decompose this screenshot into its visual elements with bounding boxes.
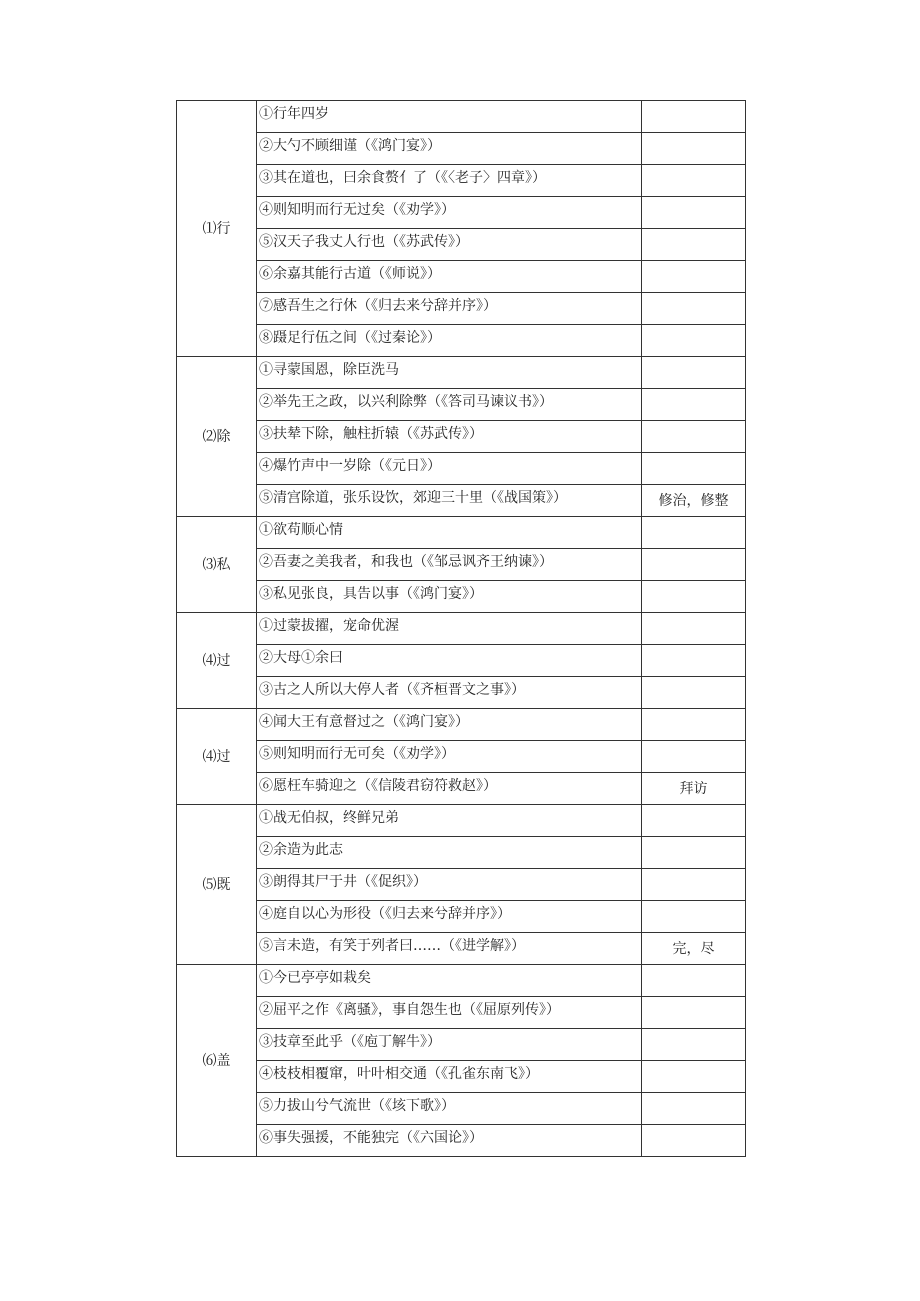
headword-cell: ⑶私 xyxy=(177,517,257,613)
table-row xyxy=(177,965,746,997)
sentence-text: ④闻大王有意督过之（《鸿门宴》） xyxy=(259,714,469,730)
sentence-cell xyxy=(257,677,642,709)
sentence-text: ⑤力拔山兮气流世（《垓下歌》） xyxy=(259,1098,455,1114)
sentence-cell xyxy=(257,549,642,581)
sentence-text: ④庭自以心为形役（《归去来兮辞并序》） xyxy=(259,906,511,922)
sentence-cell xyxy=(257,645,642,677)
answer-cell[interactable] xyxy=(642,549,746,581)
table-row xyxy=(177,229,746,261)
headword-cell: ⑷过 xyxy=(177,613,257,709)
sentence-text: ③古之人所以大停人者（《齐桓晋文之事》） xyxy=(259,682,525,698)
table-row xyxy=(177,421,746,453)
headword-cell: ⑸既 xyxy=(177,805,257,965)
table-row xyxy=(177,805,746,837)
answer-cell[interactable] xyxy=(642,293,746,325)
table-row xyxy=(177,165,746,197)
table-row xyxy=(177,645,746,677)
answer-cell[interactable] xyxy=(642,613,746,645)
sentence-cell xyxy=(257,965,642,997)
sentence-cell xyxy=(257,1029,642,1061)
table-body xyxy=(177,101,746,1157)
answer-cell[interactable] xyxy=(642,645,746,677)
answer-cell[interactable] xyxy=(642,1029,746,1061)
answer-cell[interactable] xyxy=(642,581,746,613)
headword-cell: ⑴行 xyxy=(177,101,257,357)
answer-cell[interactable] xyxy=(642,261,746,293)
answer-cell[interactable] xyxy=(642,1093,746,1125)
table-row xyxy=(177,325,746,357)
sentence-text: ①今已亭亭如栽矣 xyxy=(259,970,371,986)
answer-cell[interactable] xyxy=(642,389,746,421)
headword-cell: ⑷过 xyxy=(177,709,257,805)
sentence-cell xyxy=(257,997,642,1029)
table-row xyxy=(177,1125,746,1157)
table-row xyxy=(177,293,746,325)
answer-cell[interactable] xyxy=(642,1125,746,1157)
sentence-cell xyxy=(257,1061,642,1093)
table-row xyxy=(177,677,746,709)
answer-cell[interactable] xyxy=(642,229,746,261)
answer-cell[interactable] xyxy=(642,997,746,1029)
table-row xyxy=(177,1061,746,1093)
sentence-text: ④爆竹声中一岁除（《元日》） xyxy=(259,458,441,474)
answer-cell[interactable] xyxy=(642,677,746,709)
sentence-text: ⑤汉天子我丈人行也（《苏武传》） xyxy=(259,234,469,250)
sentence-cell xyxy=(257,389,642,421)
table-row xyxy=(177,517,746,549)
table-row xyxy=(177,581,746,613)
table-row xyxy=(177,997,746,1029)
table-row xyxy=(177,741,746,773)
table-row xyxy=(177,1029,746,1061)
table-row xyxy=(177,357,746,389)
sentence-text: ⑥事失强援，不能独完（《六国论》） xyxy=(259,1130,483,1146)
sentence-text: ②屈平之作《离骚》，事自怨生也（《屈原列传》） xyxy=(259,1002,560,1018)
answer-cell[interactable] xyxy=(642,837,746,869)
sentence-text: ④则知明而行无过矣（《劝学》） xyxy=(259,202,455,218)
sentence-cell xyxy=(257,613,642,645)
answer-cell[interactable] xyxy=(642,965,746,997)
answer-cell[interactable] xyxy=(642,453,746,485)
table-row xyxy=(177,101,746,133)
answer-cell[interactable]: 拜访 xyxy=(642,773,746,805)
answer-cell[interactable] xyxy=(642,869,746,901)
sentence-text: ②余造为此志 xyxy=(259,842,343,858)
answer-cell[interactable] xyxy=(642,901,746,933)
sentence-text: ③朗得其尸于井（《促织》） xyxy=(259,874,427,890)
sentence-text: ①战无伯叔，终鲜兄弟 xyxy=(259,810,399,826)
sentence-cell xyxy=(257,837,642,869)
answer-cell[interactable] xyxy=(642,357,746,389)
answer-cell[interactable] xyxy=(642,101,746,133)
sentence-cell xyxy=(257,901,642,933)
sentence-text: ⑤则知明而行无可矣（《劝学》） xyxy=(259,746,455,762)
answer-cell[interactable] xyxy=(642,197,746,229)
answer-cell[interactable] xyxy=(642,165,746,197)
sentence-cell xyxy=(257,805,642,837)
sentence-cell xyxy=(257,165,642,197)
table-row xyxy=(177,869,746,901)
sentence-text: ①过蒙拔擢，宠命优渥 xyxy=(259,618,399,634)
sentence-cell xyxy=(257,325,642,357)
sentence-cell xyxy=(257,293,642,325)
answer-cell[interactable]: 修治，修整 xyxy=(642,485,746,517)
answer-cell[interactable] xyxy=(642,133,746,165)
sentence-text: ⑧蹑足行伍之间（《过秦论》） xyxy=(259,330,441,346)
sentence-cell xyxy=(257,933,642,965)
sentence-cell xyxy=(257,357,642,389)
sentence-text: ①寻蒙国恩，除臣洗马 xyxy=(259,362,399,378)
table-row xyxy=(177,773,746,805)
table-row xyxy=(177,389,746,421)
sentence-text: ⑦感吾生之行休（《归去来兮辞并序》） xyxy=(259,298,497,314)
table-row xyxy=(177,709,746,741)
table-row xyxy=(177,133,746,165)
table-row xyxy=(177,485,746,517)
table-row xyxy=(177,901,746,933)
sentence-cell xyxy=(257,229,642,261)
sentence-cell xyxy=(257,869,642,901)
answer-cell[interactable] xyxy=(642,517,746,549)
sentence-cell xyxy=(257,517,642,549)
answer-cell[interactable] xyxy=(642,741,746,773)
answer-cell[interactable]: 完，尽 xyxy=(642,933,746,965)
sentence-cell xyxy=(257,1093,642,1125)
sentence-text: ①行年四岁 xyxy=(259,106,329,122)
sentence-cell xyxy=(257,1125,642,1157)
sentence-text: ④枝枝相覆窜，叶叶相交通（《孔雀东南飞》） xyxy=(259,1066,539,1082)
sentence-cell xyxy=(257,453,642,485)
table-row xyxy=(177,261,746,293)
sentence-text: ③其在道也，曰余食赘亻了（《〈老子〉四章》） xyxy=(259,170,546,186)
sentence-cell xyxy=(257,197,642,229)
sentence-cell xyxy=(257,261,642,293)
table-row xyxy=(177,613,746,645)
headword-cell: ⑹盖 xyxy=(177,965,257,1157)
sentence-text: ②大母①余曰 xyxy=(259,650,343,666)
sentence-cell xyxy=(257,773,642,805)
sentence-text: ⑥余嘉其能行古道（《师说》） xyxy=(259,266,441,282)
sentence-cell xyxy=(257,485,642,517)
sentence-text: ⑤言未造，有笑于列者曰……（《进学解》） xyxy=(259,938,525,954)
sentence-text: ①欲苟顺心情 xyxy=(259,522,343,538)
sentence-text: ③扶辇下除，触柱折辕（《苏武传》） xyxy=(259,426,483,442)
headword-cell: ⑵除 xyxy=(177,357,257,517)
answer-cell[interactable] xyxy=(642,1061,746,1093)
sentence-text: ⑥愿枉车骑迎之（《信陵君窃符救赵》） xyxy=(259,778,497,794)
sentence-cell xyxy=(257,709,642,741)
sentence-cell xyxy=(257,421,642,453)
sentence-text: ②吾妻之美我者，和我也（《邹忌讽齐王纳谏》） xyxy=(259,554,553,570)
sentence-text: ⑤清宫除道，张乐设饮，郊迎三十里（《战国策》） xyxy=(259,490,567,506)
sentence-cell xyxy=(257,581,642,613)
answer-cell[interactable] xyxy=(642,805,746,837)
table-row xyxy=(177,453,746,485)
answer-cell[interactable] xyxy=(642,709,746,741)
answer-cell[interactable] xyxy=(642,325,746,357)
sentence-text: ③技章至此乎（《庖丁解牛》） xyxy=(259,1034,441,1050)
table-row xyxy=(177,933,746,965)
table-row xyxy=(177,197,746,229)
sentence-cell xyxy=(257,133,642,165)
sentence-text: ③私见张良，具告以事（《鸿门宴》） xyxy=(259,586,483,602)
sentence-text: ②举先王之政，以兴利除弊（《答司马谏议书》） xyxy=(259,394,553,410)
word-meaning-table xyxy=(176,100,746,1157)
table-row xyxy=(177,837,746,869)
sentence-cell xyxy=(257,101,642,133)
sentence-text: ②大勺不顾细谨（《鸿门宴》） xyxy=(259,138,441,154)
table-row xyxy=(177,549,746,581)
answer-cell[interactable] xyxy=(642,421,746,453)
table-row xyxy=(177,1093,746,1125)
sentence-cell xyxy=(257,741,642,773)
